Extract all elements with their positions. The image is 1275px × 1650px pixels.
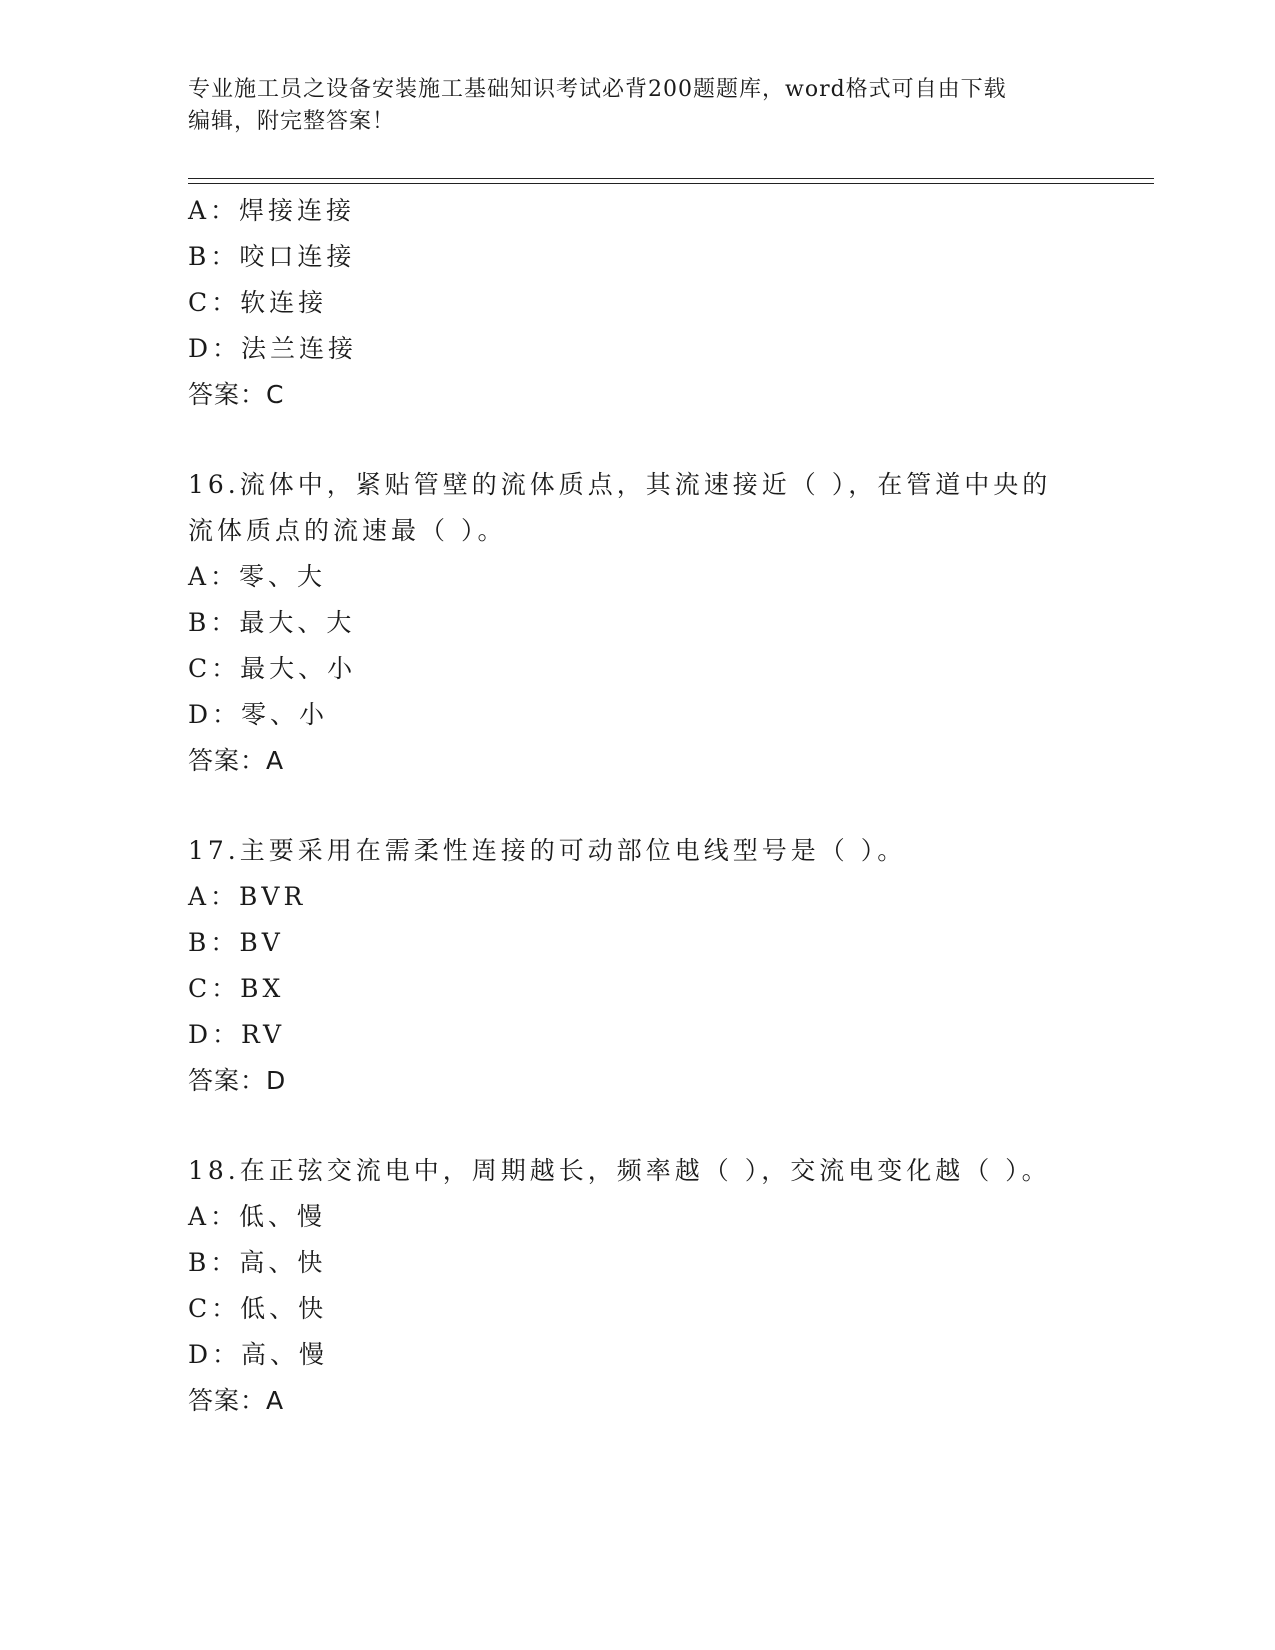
option-b: B：BV (188, 928, 284, 957)
option-d: D：法兰连接 (188, 334, 358, 363)
spacer (188, 1104, 1088, 1148)
question-stem-continued: 流体质点的流速最（ ）。 (188, 516, 507, 545)
header-title-line-1: 专业施工员之设备安装施工基础知识考试必背200题题库，word格式可自由下载 (188, 77, 1007, 102)
option-c: C：最大、小 (188, 654, 357, 683)
answer-label: 答案：C (188, 380, 285, 409)
answer-label: 答案：A (188, 746, 285, 775)
option-b: B：咬口连接 (188, 242, 356, 271)
answer-label: 答案：A (188, 1386, 285, 1415)
option-d: D：RV (188, 1020, 286, 1049)
question-block-18 (188, 1148, 1088, 1424)
question-list (188, 188, 1088, 1424)
question-block-15 (188, 188, 1088, 418)
header-divider-top (188, 178, 1154, 179)
option-d: D：零、小 (188, 700, 329, 729)
option-a: A：低、慢 (188, 1202, 327, 1231)
question-stem: 17.主要采用在需柔性连接的可动部位电线型号是（ ）。 (188, 836, 907, 865)
answer-label: 答案：D (188, 1066, 287, 1095)
option-c: C：BX (188, 974, 285, 1003)
option-b: B：高、快 (188, 1248, 327, 1277)
question-stem: 18.在正弦交流电中，周期越长，频率越（ ），交流电变化越（ ）。 (188, 1156, 1051, 1185)
header-title-line-2: 编辑，附完整答案！ (188, 109, 396, 134)
question-stem: 16.流体中，紧贴管壁的流体质点，其流速接近（ ），在管道中央的 (188, 470, 1052, 499)
option-a: A：焊接连接 (188, 196, 356, 225)
option-a: A：零、大 (188, 562, 327, 591)
spacer (188, 418, 1088, 462)
question-block-17 (188, 828, 1088, 1104)
option-c: C：软连接 (188, 288, 328, 317)
spacer (188, 784, 1088, 828)
question-block-16 (188, 462, 1088, 784)
option-b: B：最大、大 (188, 608, 356, 637)
option-c: C：低、快 (188, 1294, 328, 1323)
header-divider-bottom (188, 183, 1154, 184)
page-header (188, 74, 1088, 138)
option-d: D：高、慢 (188, 1340, 329, 1369)
option-a: A：BVR (188, 882, 307, 911)
